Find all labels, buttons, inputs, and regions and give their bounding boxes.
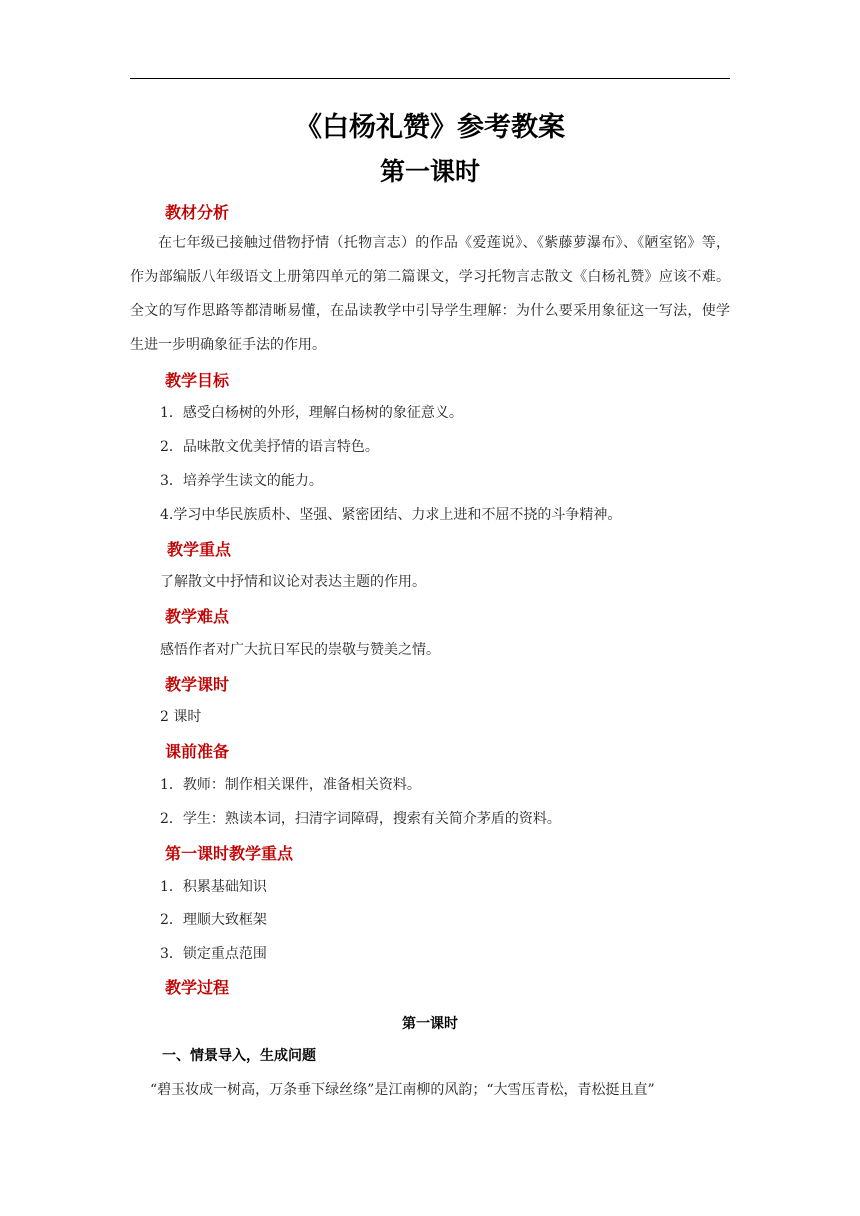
goal-item: 4.学习中华民族质朴、坚强、紧密团结、力求上进和不屈不挠的斗争精神。 [160,507,622,523]
goal-item: 1．感受白杨树的外形，理解白杨树的象征意义。 [160,405,463,421]
key-points-text: 了解散文中抒情和议论对表达主题的作用。 [160,574,426,590]
heading-key-points: 教学重点 [167,540,232,559]
preparation-item: 1．教师：制作相关课件，准备相关资料。 [160,777,421,793]
step-one-heading: 一、情景导入，生成问题 [162,1048,316,1064]
lesson1-focus-item: 2．理顺大致框架 [160,912,267,928]
heading-analysis: 教材分析 [165,203,230,222]
heading-difficulties: 教学难点 [165,607,230,626]
heading-goals: 教学目标 [165,371,230,390]
heading-process: 教学过程 [165,978,230,997]
heading-hours: 教学课时 [165,675,230,694]
preparation-item: 2．学生：熟读本词，扫清字词障碍，搜索有关简介茅盾的资料。 [160,811,561,827]
lesson-title: 第一课时 [402,1016,458,1032]
heading-preparation: 课前准备 [165,742,230,761]
document-subtitle: 第一课时 [379,157,480,186]
lesson1-focus-item: 3．锁定重点范围 [160,946,267,962]
header-rule [130,78,730,79]
hours-text: 2 课时 [160,709,202,725]
difficulties-text: 感悟作者对广大抗日军民的崇敬与赞美之情。 [160,642,440,658]
lesson1-focus-item: 1．积累基础知识 [160,879,267,895]
goal-item: 2．品味散文优美抒情的语言特色。 [160,439,379,455]
goal-item: 3．培养学生读文的能力。 [160,473,323,489]
intro-quote: “碧玉妆成一树高，万条垂下绿丝绦”是江南柳的风韵；“大雪压青松，青松挺且直” [150,1082,655,1098]
heading-lesson1-focus: 第一课时教学重点 [165,844,294,863]
analysis-paragraph: 在七年级已接触过借物抒情（托物言志）的作品《爱莲说》、《紫藤萝瀑布》、《陋室铭》等，作为部编版八年级语文上册第四单元的第二篇课文，学习托物言志散文《白杨礼赞》应该不难。全文的写作思路等都清晰易懂，在品读教学中引导学生理解：为什么要采用象征这一写法，使学生进一步明确象征手法的作用。 [130,235,730,353]
document-title: 《白杨礼赞》参考教案 [295,112,565,143]
